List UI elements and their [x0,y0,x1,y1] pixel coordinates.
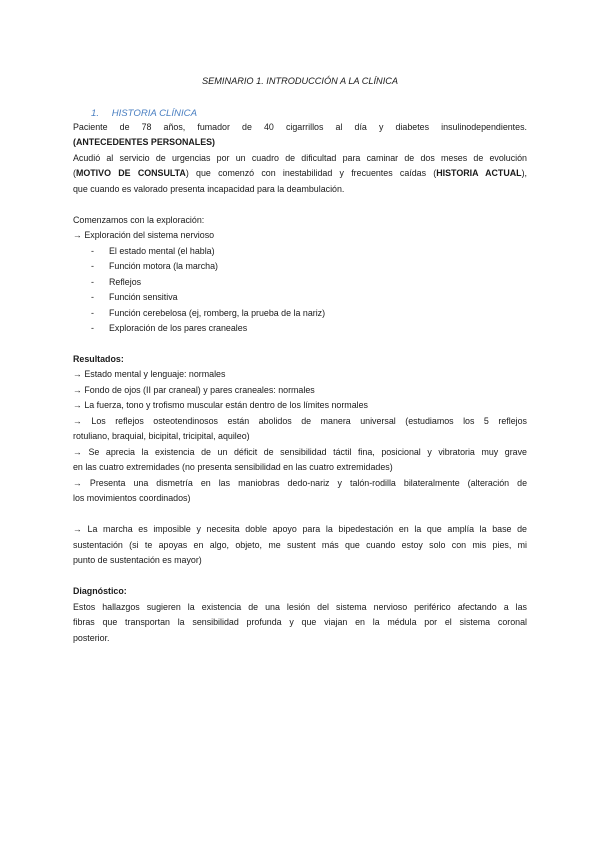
result-line: → Fondo de ojos (II par craneal) y pares craneales: normales [73,385,315,395]
result-line: → Los reflejos osteotendinosos están abolidos de manera universal (estudiamos los 5 reflejos [73,416,527,426]
intro-line-5: que cuando es valorado presenta incapacidad para la deambulación. [73,184,345,194]
motivo-consulta-label: MOTIVO DE CONSULTA [75,168,186,178]
result-line: → Se aprecia la existencia de un déficit de sensibilidad táctil fina, posicional y vibratoria muy grave [73,447,527,457]
exploration-item: - El estado mental (el habla) [91,246,215,256]
result-line: en las cuatro extremidades (no presenta sensibilidad en las cuatro extremidades) [73,462,393,472]
exploration-intro: Comenzamos con la exploración: [73,215,205,225]
document-title: SEMINARIO 1. INTRODUCCIÓN A LA CLÍNICA [201,76,399,86]
exploration-item: - Función sensitiva [91,292,178,302]
exploration-item: - Reflejos [91,277,142,287]
diagnosis-line: Estos hallazgos sugieren la existencia de una lesión del sistema nervioso periférico afectando a las [73,602,527,612]
section-number: 1. [91,108,100,119]
intro-line-3: Acudió al servicio de urgencias por un cuadro de dificultad para caminar de dos meses de evolución [73,153,527,163]
result-line: → La fuerza, tono y trofismo muscular están dentro de los límites normales [73,400,368,410]
intro-line-1: Paciente de 78 años, fumador de 40 cigarrillos al día y diabetes insulinodependientes. [73,122,527,132]
exploration-item: - Función cerebelosa (ej, romberg, la prueba de la nariz) [91,308,326,318]
exploration-item: - Exploración de los pares craneales [91,323,248,333]
intro-line-4c: ) que comenzó con inestabilidad y frecuentes caídas ( [185,168,437,178]
intro-line-2: (ANTECEDENTES PERSONALES) [73,137,216,147]
results-label: Resultados: [73,354,124,364]
historia-actual-label: HISTORIA ACTUAL [436,168,522,178]
gait-line: punto de sustentación es mayor) [73,555,202,565]
gait-line: → La marcha es imposible y necesita doble apoyo para la bipedestación en la que amplía la base de [73,524,527,534]
result-line: → Estado mental y lenguaje: normales [73,369,226,379]
exploration-item: - Función motora (la marcha) [91,261,219,271]
section-label: HISTORIA CLÍNICA [111,108,197,119]
section-heading [91,108,197,119]
intro-line-4 [73,166,527,181]
result-line: → Presenta una dismetría en las maniobras dedo-nariz y talón-rodilla bilateralmente (alteración de [73,478,527,488]
result-line: los movimientos coordinados) [73,493,191,503]
intro-line-4a: ( [73,168,76,178]
diagnosis-line: fibras que transportan la sensibilidad profunda y que viajan en la médula por el sistema coronal [73,617,527,627]
exploration-sub: → Exploración del sistema nervioso [73,230,215,240]
diagnosis-label: Diagnóstico: [73,586,127,596]
intro-line-4e: ), [521,168,528,178]
gait-line: sustentación (si te apoyas en algo, objeto, me sustent más que cuando estoy solo con mis pies, mi [73,540,527,550]
diagnosis-line: posterior. [73,633,110,643]
result-line: rotuliano, braquial, bicipital, tricipital, aquileo) [73,431,250,441]
